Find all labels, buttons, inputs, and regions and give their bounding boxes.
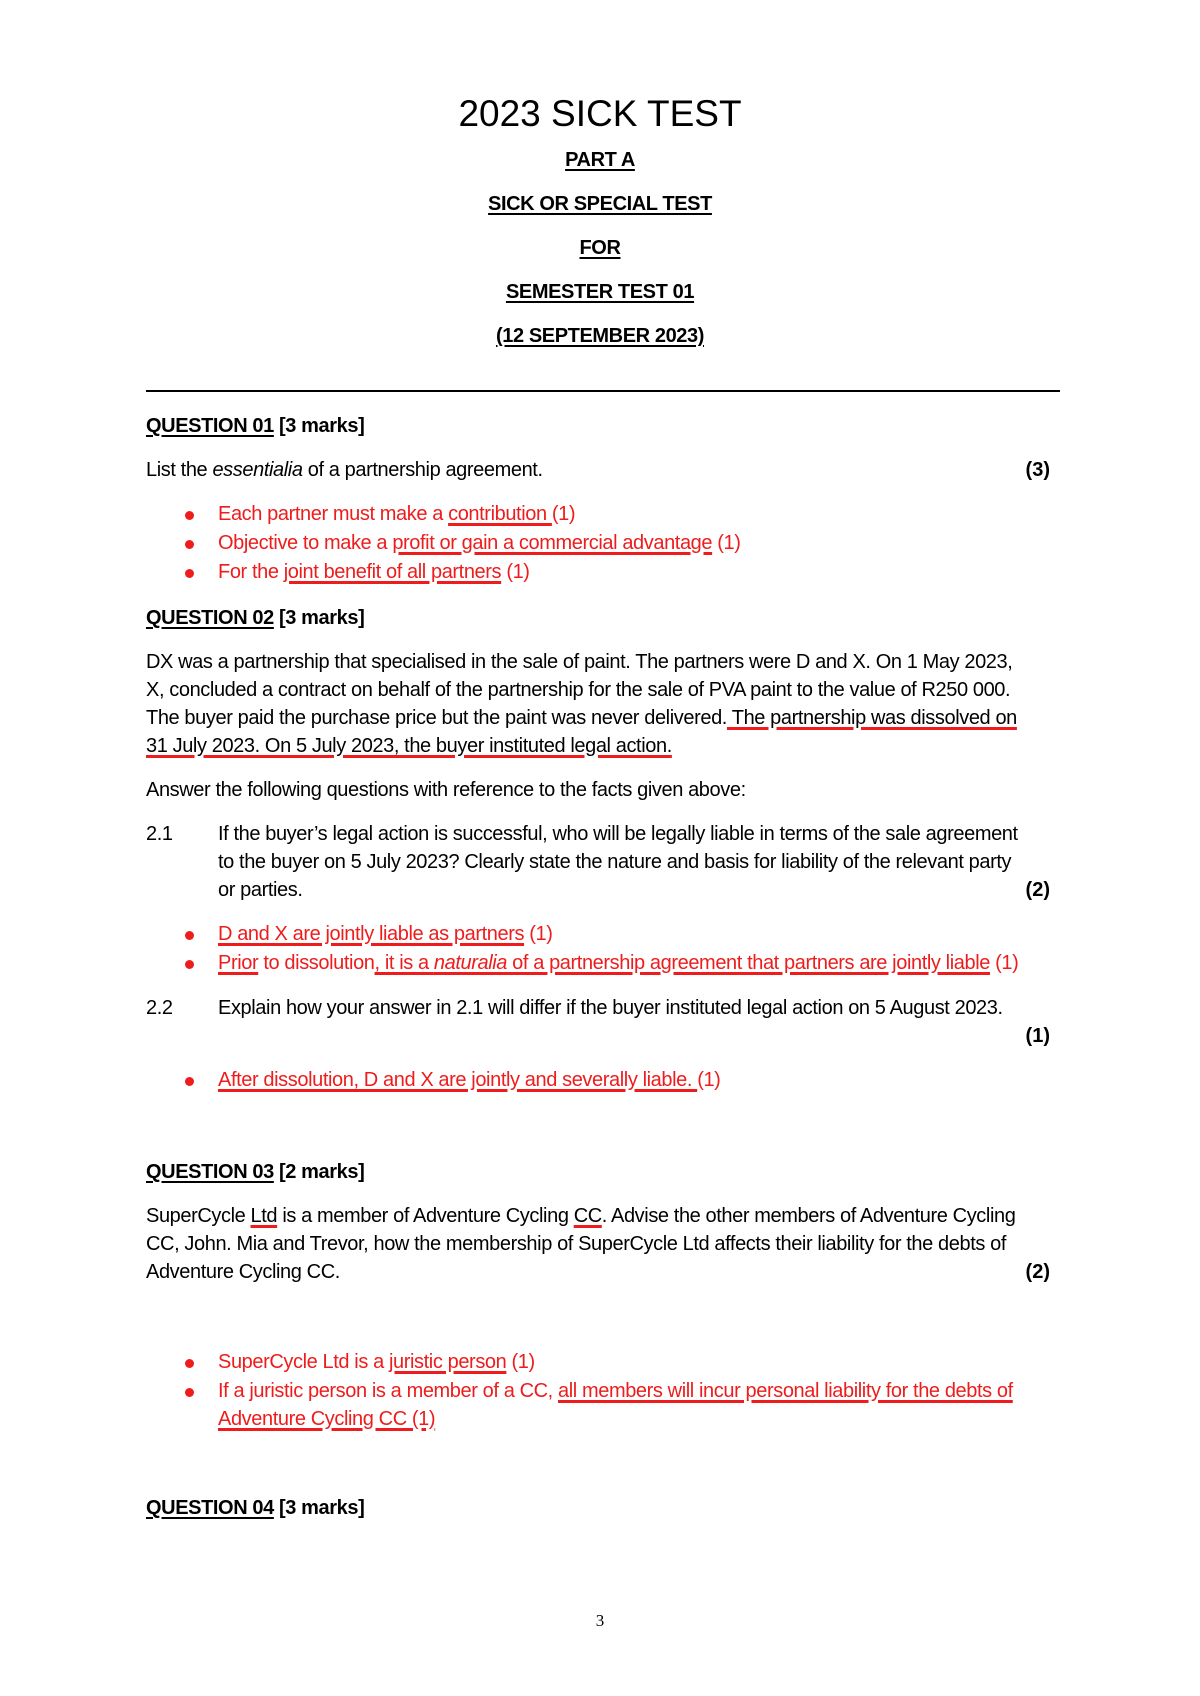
test-subtitle: SICK OR SPECIAL TEST [488,193,712,215]
question-02-text-line-1: DX was a partnership that specialised in the sale of paint. The partners were D and X. On 1 May 2023, [146,651,1013,673]
question-03-text-line-1: SuperCycle Ltd is a member of Adventure Cycling CC. Advise the other members of Adventure Cycling [146,1205,1016,1227]
answer-3-2: If a juristic person is a member of a CC, all members will incur personal liability for the debts of [218,1380,1013,1402]
bullet-icon [185,1077,194,1086]
answer-3-1: SuperCycle Ltd is a juristic person (1) [218,1351,535,1373]
part-label: PART A [565,149,635,171]
header-divider [146,390,1060,392]
question-02-text-line-3: The buyer paid the purchase price but the paint was never delivered. The partnership was dissolved on [146,707,1017,729]
answer-3-2-continued: Adventure Cycling CC (1) [218,1408,436,1430]
bullet-icon [185,960,194,969]
question-02-text-line-4: 31 July 2023. On 5 July 2023, the buyer instituted legal action. [146,735,672,757]
subquestion-2-2-number: 2.2 [146,997,173,1019]
bullet-icon [185,540,194,549]
answer-1-1: Each partner must make a contribution (1) [218,503,576,525]
question-03-heading: QUESTION 03 [2 marks] [146,1161,365,1183]
answer-2-1-1: D and X are jointly liable as partners (1) [218,923,553,945]
subquestion-2-2-marks: (1) [1025,1025,1050,1047]
subquestion-2-1-number: 2.1 [146,823,173,845]
bullet-icon [185,931,194,940]
document-title: 2023 SICK TEST [458,93,742,134]
bullet-icon [185,1388,194,1397]
question-01-prompt: List the essentialia of a partnership agreement. [146,459,543,481]
question-03-text-line-3: Adventure Cycling CC. [146,1261,340,1283]
answer-1-3: For the joint benefit of all partners (1) [218,561,530,583]
page-number: 3 [595,1611,605,1630]
test-date: (12 SEPTEMBER 2023) [495,325,705,347]
subquestion-2-1-marks: (2) [1025,879,1050,901]
subquestion-2-2-line-1: Explain how your answer in 2.1 will differ if the buyer instituted legal action on 5 August 2023. [218,997,1003,1019]
question-01-marks: (3) [1025,459,1050,481]
question-01-heading: QUESTION 01 [3 marks] [146,415,365,437]
subquestion-2-1-line-2: to the buyer on 5 July 2023? Clearly state the nature and basis for liability of the relevant party [218,851,1012,873]
question-04-heading: QUESTION 04 [3 marks] [146,1497,365,1519]
semester-test-label: SEMESTER TEST 01 [505,281,695,303]
question-02-instruction: Answer the following questions with reference to the facts given above: [146,779,746,801]
for-label: FOR [579,237,621,259]
bullet-icon [185,511,194,520]
question-02-heading: QUESTION 02 [3 marks] [146,607,365,629]
answer-1-2: Objective to make a profit or gain a commercial advantage (1) [218,532,741,554]
subquestion-2-1-line-1: If the buyer’s legal action is successful, who will be legally liable in terms of the sale agreement [218,823,1018,845]
answer-2-2-1: After dissolution, D and X are jointly and severally liable. (1) [218,1069,721,1091]
bullet-icon [185,569,194,578]
question-02-text-line-2: X, concluded a contract on behalf of the partnership for the sale of PVA paint to the value of R250 000. [146,679,1011,701]
bullet-icon [185,1359,194,1368]
answer-2-1-2: Prior to dissolution, it is a naturalia of a partnership agreement that partners are jointly liable (1) [218,952,1019,974]
subquestion-2-1-line-3: or parties. [218,879,303,901]
question-03-text-line-2: CC, John. Mia and Trevor, how the membership of SuperCycle Ltd affects their liability for the debts of [146,1233,1006,1255]
question-03-marks: (2) [1025,1261,1050,1283]
